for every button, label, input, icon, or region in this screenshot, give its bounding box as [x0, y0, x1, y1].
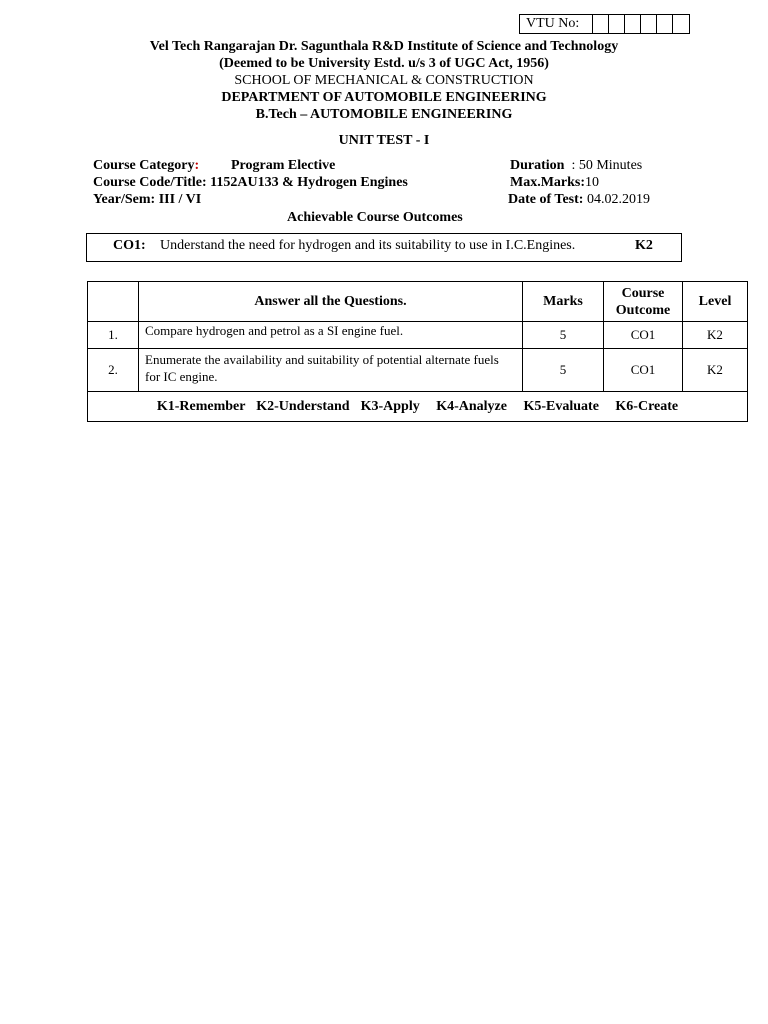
- vtu-digit-cell: [657, 15, 673, 33]
- max-marks-value: 10: [585, 175, 600, 190]
- course-outcome-text: Understand the need for hydrogen and its suitability to use in I.C.Engines.: [160, 238, 576, 253]
- department-name: DEPARTMENT OF AUTOMOBILE ENGINEERING: [221, 90, 547, 105]
- header-number-cell: [88, 282, 139, 322]
- question-marks: 5: [523, 349, 604, 392]
- institute-name: Vel Tech Rangarajan Dr. Sagunthala R&D Institute of Science and Technology: [149, 39, 619, 54]
- table-row: [88, 322, 748, 349]
- vtu-digit-cell: [673, 15, 689, 33]
- duration-value: : 50 Minutes: [571, 158, 643, 173]
- date-of-test: [508, 191, 650, 208]
- duration: [510, 157, 642, 174]
- header-level: Level: [683, 282, 748, 322]
- header-course-outcome: Course Outcome: [604, 282, 683, 322]
- question-number: 1.: [88, 322, 139, 349]
- duration-label: Duration: [510, 158, 565, 173]
- outcomes-title: Achievable Course Outcomes: [287, 210, 463, 225]
- max-marks-label: Max.Marks:: [510, 175, 586, 190]
- year-semester: Year/Sem: III / VI: [93, 192, 202, 207]
- header-marks: Marks: [523, 282, 604, 322]
- course-category-value: Program Elective: [231, 158, 336, 173]
- date-of-test-label: Date of Test:: [508, 192, 584, 207]
- program-name: B.Tech – AUTOMOBILE ENGINEERING: [255, 107, 513, 122]
- vtu-digit-cell: [625, 15, 641, 33]
- vtu-label: VTU No:: [520, 15, 593, 33]
- school-name: SCHOOL OF MECHANICAL & CONSTRUCTION: [234, 73, 534, 88]
- question-marks: 5: [523, 322, 604, 349]
- course-code-title: Course Code/Title: 1152AU133 & Hydrogen Engines: [93, 175, 408, 190]
- max-marks: [510, 174, 599, 191]
- table-header-row: [88, 282, 748, 322]
- knowledge-levels-legend: K1-Remember K2-Understand K3-Apply K4-Analyze K5-Evaluate K6-Create: [88, 392, 748, 422]
- date-of-test-value: 04.02.2019: [583, 192, 650, 207]
- vtu-digit-cell: [593, 15, 609, 33]
- question-course-outcome: CO1: [604, 349, 683, 392]
- vtu-number-box: [519, 14, 690, 34]
- table-footer-row: [88, 392, 748, 422]
- course-category-label: Course Category: [93, 158, 195, 173]
- question-course-outcome: CO1: [604, 322, 683, 349]
- course-outcome-level: K2: [635, 238, 653, 253]
- table-row: [88, 349, 748, 392]
- course-category-colon: :: [194, 158, 200, 173]
- course-outcome-box: [86, 233, 682, 262]
- question-text: Enumerate the availability and suitability of potential alternate fuels for IC engine.: [139, 349, 523, 392]
- course-outcome-id: CO1:: [113, 238, 146, 253]
- vtu-digit-cell: [641, 15, 657, 33]
- question-level: K2: [683, 322, 748, 349]
- test-title: UNIT TEST - I: [338, 133, 430, 148]
- question-text: Compare hydrogen and petrol as a SI engine fuel.: [139, 322, 523, 349]
- question-level: K2: [683, 349, 748, 392]
- questions-table: [87, 281, 748, 422]
- question-number: 2.: [88, 349, 139, 392]
- deemed-university-note: (Deemed to be University Estd. u/s 3 of UGC Act, 1956): [219, 56, 549, 71]
- course-category: [93, 157, 199, 174]
- header-question: Answer all the Questions.: [139, 282, 523, 322]
- vtu-digit-cell: [609, 15, 625, 33]
